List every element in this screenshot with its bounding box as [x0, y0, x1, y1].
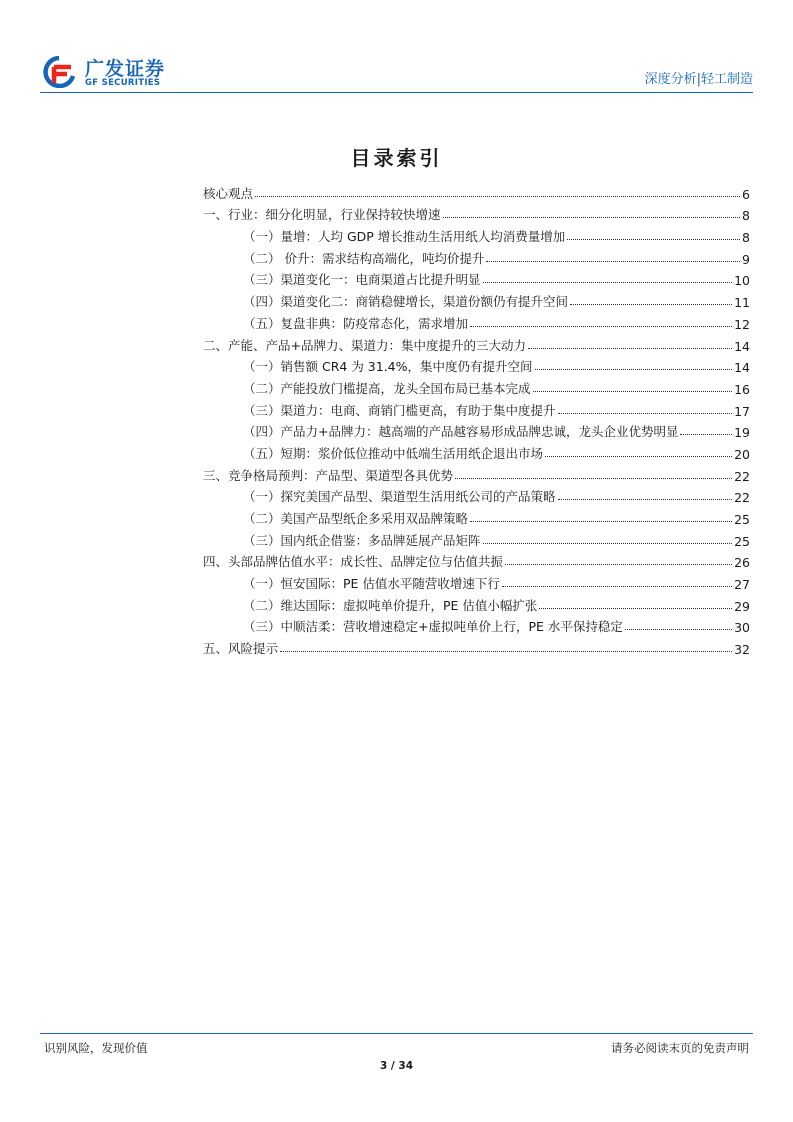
toc-entry[interactable]	[203, 635, 750, 657]
toc-entry[interactable]	[203, 614, 750, 636]
toc-entry-page: 6	[742, 186, 750, 202]
toc-entry[interactable]	[203, 245, 750, 267]
toc-entry-page: 10	[734, 273, 750, 289]
toc-entry-page: 26	[734, 555, 750, 571]
toc-entry[interactable]	[203, 223, 750, 245]
toc-entry-title: （二）产能投放门槛提高，龙头全国布局已基本完成	[243, 380, 531, 396]
page-header	[40, 52, 753, 92]
toc-dot-leader	[470, 521, 732, 522]
toc-dot-leader	[443, 217, 741, 218]
toc-dot-leader	[558, 499, 733, 500]
toc-entry-title: 三、竞争格局预判：产品型、渠道型各具优势	[203, 467, 454, 483]
toc-entry-title: （一）探究美国产品型、渠道型生活用纸公司的产品策略	[243, 489, 556, 505]
toc-entry[interactable]	[203, 267, 750, 289]
company-logo	[40, 52, 180, 92]
toc-entry-page: 20	[734, 446, 750, 462]
toc-dot-leader	[539, 608, 732, 609]
footer-divider	[40, 1033, 753, 1034]
toc-dot-leader	[455, 478, 732, 479]
toc-dot-leader	[502, 586, 732, 587]
toc-entry-title: （四）渠道变化二：商销稳健增长，渠道份额仍有提升空间	[243, 294, 569, 310]
toc-dot-leader	[558, 413, 733, 414]
toc-entry-title: （一）销售额 CR4 为 31.4%，集中度仍有提升空间	[243, 359, 533, 375]
toc-entry-title: 核心观点	[203, 185, 254, 201]
toc-entry[interactable]	[203, 354, 750, 376]
toc-entry-title: 四、头部品牌估值水平：成长性、品牌定位与估值共振	[203, 554, 504, 570]
toc-entry-title: 一、行业：细分化明显，行业保持较快增速	[203, 207, 441, 223]
toc-entry-title: （二）美国产品型纸企多采用双品牌策略	[243, 511, 469, 526]
toc-dot-leader	[528, 348, 732, 349]
toc-entry[interactable]	[203, 180, 750, 202]
table-of-contents	[203, 180, 750, 657]
toc-entry-page: 22	[734, 490, 750, 506]
toc-dot-leader	[535, 369, 733, 370]
toc-entry-title: （一）恒安国际：PE 估值水平随营收增速下行	[243, 576, 500, 592]
toc-entry-title: 二、产能、产品+品牌力、渠道力：集中度提升的三大动力	[203, 337, 526, 353]
toc-entry[interactable]	[203, 592, 750, 614]
toc-entry[interactable]	[203, 202, 750, 224]
toc-entry-page: 19	[734, 425, 750, 441]
toc-dot-leader	[533, 391, 733, 392]
toc-dot-leader	[280, 651, 732, 652]
toc-entry-page: 27	[734, 577, 750, 593]
toc-entry-title: （三）国内纸企借鉴：多品牌延展产品矩阵	[243, 532, 481, 548]
header-divider	[40, 92, 753, 93]
page-number: 3 / 34	[379, 1060, 414, 1072]
toc-entry-page: 17	[734, 403, 750, 419]
toc-entry[interactable]	[203, 332, 750, 354]
toc-entry[interactable]	[203, 527, 750, 549]
toc-entry-page: 14	[734, 360, 750, 376]
toc-dot-leader	[625, 629, 732, 630]
toc-title: 目录索引	[350, 146, 443, 170]
footer-disclaimer: 请务必阅读末页的免责声明	[611, 1041, 749, 1055]
toc-entry-page: 14	[734, 338, 750, 354]
toc-entry-page: 12	[734, 316, 750, 332]
toc-entry-page: 9	[742, 251, 750, 267]
toc-dot-leader	[567, 239, 740, 240]
toc-dot-leader	[570, 304, 732, 305]
toc-dot-leader	[486, 261, 740, 262]
toc-entry-title: 五、风险提示	[203, 641, 279, 657]
toc-entry-title: （五）短期：浆价低位推动中低端生活用纸企退出市场	[243, 445, 544, 461]
toc-entry[interactable]	[203, 462, 750, 484]
toc-entry[interactable]	[203, 440, 750, 462]
toc-entry-page: 16	[734, 381, 750, 397]
toc-entry-page: 22	[734, 468, 750, 484]
toc-entry-title: （一）量增：人均 GDP 增长推动生活用纸人均消费量增加	[243, 229, 566, 245]
toc-dot-leader	[680, 434, 732, 435]
gf-logo-icon	[40, 56, 78, 88]
toc-entry-title: （三）渠道力：电商、商销门槛更高，有助于集中度提升	[243, 402, 556, 418]
logo-text-cn: 广发证券	[85, 58, 166, 80]
toc-entry[interactable]	[203, 310, 750, 332]
toc-dot-leader	[483, 543, 733, 544]
toc-entry-page: 8	[742, 230, 750, 246]
toc-dot-leader	[505, 564, 732, 565]
toc-entry[interactable]	[203, 484, 750, 506]
toc-entry-title: （四）产品力+品牌力：越高端的产品越容易形成品牌忠诚，龙头企业优势明显	[243, 424, 679, 440]
toc-entry[interactable]	[203, 549, 750, 571]
toc-entry[interactable]	[203, 397, 750, 419]
toc-entry-page: 11	[734, 295, 750, 311]
toc-entry-title: （二）维达国际：虚拟吨单价提升，PE 估值小幅扩张	[243, 597, 538, 613]
toc-entry[interactable]	[203, 505, 750, 527]
footer-slogan: 识别风险，发现价值	[44, 1041, 148, 1055]
toc-dot-leader	[255, 196, 740, 197]
toc-entry-page: 30	[734, 620, 750, 636]
toc-entry-title: （三）渠道变化一：电商渠道占比提升明显	[243, 272, 481, 288]
toc-entry[interactable]	[203, 570, 750, 592]
logo-text-en: GF SECURITIES	[85, 78, 161, 88]
toc-dot-leader	[545, 456, 732, 457]
report-type-label: 深度分析|轻工制造	[644, 72, 753, 87]
toc-entry-page: 25	[734, 533, 750, 549]
toc-entry-title: （五）复盘非典：防疫常态化，需求增加	[243, 315, 469, 331]
toc-entry-page: 32	[734, 642, 750, 658]
toc-dot-leader	[483, 282, 733, 283]
toc-entry[interactable]	[203, 419, 750, 441]
toc-entry-title: （二） 价升：需求结构高端化，吨均价提升	[243, 250, 485, 266]
toc-entry-title: （三）中顺洁柔：营收增速稳定+虚拟吨单价上行，PE 水平保持稳定	[243, 619, 623, 635]
toc-entry-page: 25	[734, 512, 750, 527]
toc-dot-leader	[470, 326, 732, 327]
toc-entry-page: 8	[742, 208, 750, 224]
toc-entry[interactable]	[203, 375, 750, 397]
toc-entry[interactable]	[203, 288, 750, 310]
toc-entry-page: 29	[734, 598, 750, 614]
